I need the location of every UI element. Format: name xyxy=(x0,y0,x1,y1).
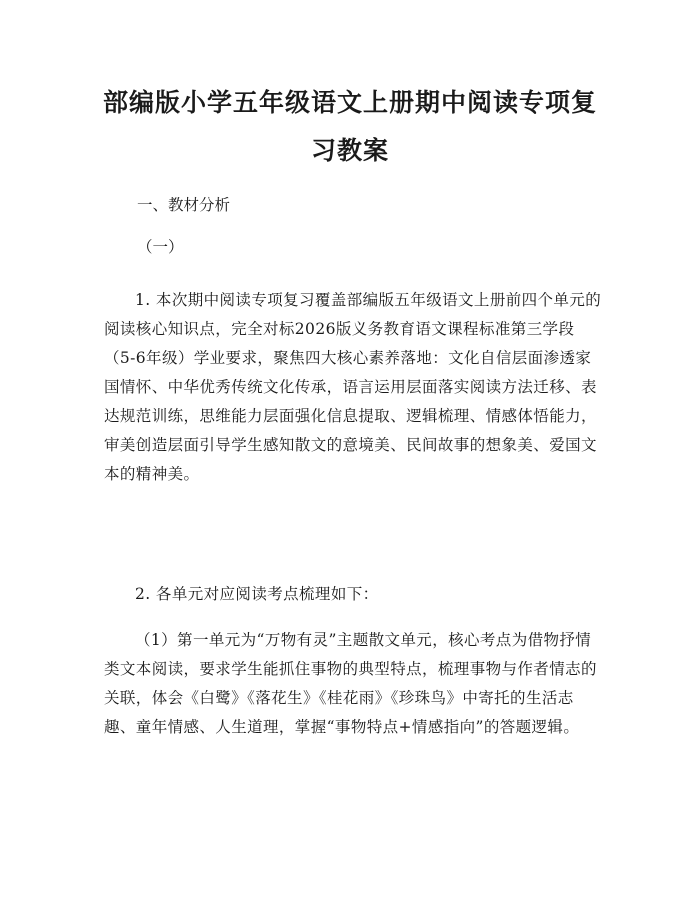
document-title-line-1: 部编版小学五年级语文上册期中阅读专项复 xyxy=(102,88,597,117)
paragraph-2: 2. 各单元对应阅读考点梳理如下： xyxy=(135,585,379,603)
subsection-heading: （一） xyxy=(137,238,184,256)
paragraph-2-container xyxy=(104,580,604,609)
document-title-line-2: 习教案 xyxy=(310,136,389,165)
paragraph-1-container xyxy=(104,286,604,489)
paragraph-1: 1. 本次期中阅读专项复习覆盖部编版五年级语文上册前四个单元的阅读核心知识点，完全对标2026版义务教育语文课程标准第三学段（5-6年级）学业要求，聚焦四大核心素养落地：文化自信层面渗透家国情怀、中华优秀传统文化传承，语言运用层面落实阅读方法迁移、表达规范训练，思维能力层面强化信息提取、逻辑梳理、情感体悟能力，审美创造层面引导学生感知散文的意境美、民间故事的想象美、爱国文本的精神美。 xyxy=(104,291,602,483)
paragraph-3-container xyxy=(104,626,604,742)
paragraph-3: （1）第一单元为“万物有灵”主题散文单元，核心考点为借物抒情类文本阅读，要求学生能抓住事物的典型特点，梳理事物与作者情志的关联，体会《白鹭》《落花生》《桂花雨》《珍珠鸟》中寄托的生活志趣、童年情感、人生道理，掌握“事物特点+情感指向”的答题逻辑。 xyxy=(104,631,597,736)
section-heading: 一、教材分析 xyxy=(137,196,231,214)
